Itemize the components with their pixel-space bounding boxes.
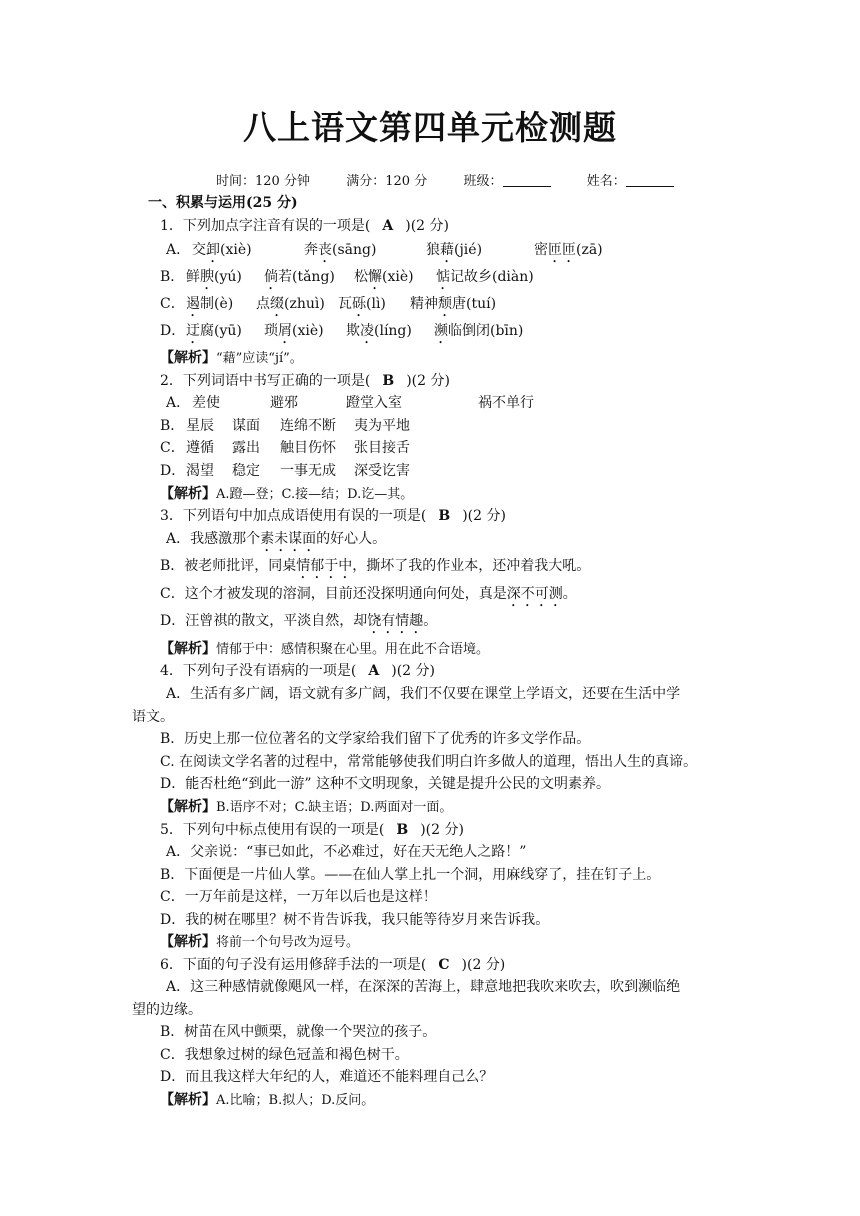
q6-option-a: A．这三种感情就像飓风一样，在深深的苦海上，肆意地把我吹来吹去，吹到濒临绝 [166, 979, 681, 995]
q6-answer: C [438, 957, 450, 973]
page-title: 八上语文第四单元检测题 [243, 108, 617, 147]
exam-info [216, 172, 674, 192]
class-label: 班级： [463, 174, 503, 189]
q3-option-d: D．汪曾祺的散文，平淡自然，却饶有情趣。 [160, 613, 438, 629]
q5-option-c: C．一万年前是这样，一万年以后也是这样！ [160, 889, 437, 905]
q5-stem: 5．下列句中标点使用有误的一项是( B )(2 分) [160, 822, 464, 838]
section-heading: 一、积累与运用(25 分) [148, 195, 298, 211]
q3-option-c: C．这个才被发现的溶洞，目前还没探明通向何处，真是深不可测。 [160, 586, 577, 602]
q2-analysis: 【解析】A.蹬—登；C.接—结；D.讫—其。 [160, 486, 414, 502]
q6-option-b: B．树苗在风中颤栗，就像一个哭泣的孩子。 [160, 1024, 437, 1040]
q4-stem: 4．下列句子没有语病的一项是( A )(2 分) [160, 663, 435, 679]
q1-stem: 1．下列加点字注音有误的一项是( A )(2 分) [160, 218, 449, 234]
q4-option-b: B．历史上那一位位著名的文学家给我们留下了优秀的许多文学作品。 [160, 731, 591, 747]
q6-option-a-cont: 望的边缘。 [132, 1002, 202, 1018]
q4-option-a-cont: 语文。 [132, 709, 174, 725]
q2-answer: B [382, 373, 395, 389]
q4-option-d: D．能否杜绝“到此一游” 这种不文明现象，关键是提升公民的文明素养。 [160, 776, 610, 792]
q1-answer: A [382, 218, 394, 234]
q2-stem: 2．下列词语中书写正确的一项是( B )(2 分) [160, 373, 450, 389]
time-label: 时间： [216, 174, 256, 189]
q4-answer: A [368, 663, 380, 679]
q6-stem: 6．下面的句子没有运用修辞手法的一项是( C )(2 分) [160, 957, 506, 973]
q5-answer: B [396, 822, 409, 838]
q3-stem: 3．下列语句中加点成语使用有误的一项是( B )(2 分) [160, 508, 506, 524]
time-value: 120 分钟 [255, 174, 310, 189]
q6-option-c: C．我想象过树的绿色冠盖和褐色树干。 [160, 1047, 409, 1063]
q6-option-d: D．而且我这样大年纪的人，难道还不能料理自己么？ [160, 1069, 494, 1085]
q5-analysis: 【解析】将前一个句号改为逗号。 [160, 934, 360, 950]
q4-option-a: A．生活有多广阔，语文就有多广阔，我们不仅要在课堂上学语文，还要在生活中学 [166, 686, 681, 702]
q6-analysis: 【解析】A.比喻；B.拟人；D.反问。 [160, 1092, 375, 1108]
q3-analysis: 【解析】情郁于中：感情积聚在心里。用在此不合语境。 [160, 641, 490, 657]
name-label: 姓名： [586, 174, 626, 189]
full-score-label: 满分： [346, 174, 386, 189]
class-blank [503, 174, 551, 187]
q3-option-a: A．我感激那个素未谋面的好心人。 [166, 531, 387, 547]
name-blank [626, 174, 674, 187]
q4-analysis: 【解析】B.语序不对；C.缺主语；D.两面对一面。 [160, 799, 453, 815]
q5-option-d: D．我的树在哪里？树不肯告诉我，我只能等待岁月来告诉我。 [160, 912, 550, 928]
q3-option-b: B．被老师批评，同桌情郁于中，撕坏了我的作业本，还冲着我大吼。 [160, 558, 591, 574]
q5-option-b: B．下面便是一片仙人掌。——在仙人掌上扎一个洞，用麻线穿了，挂在钉子上。 [160, 867, 661, 883]
full-score-value: 120 分 [385, 174, 428, 189]
q3-answer: B [438, 508, 451, 524]
q4-option-c: C. 在阅读文学名著的过程中，常常能够使我们明白许多做人的道理，悟出人生的真谛。 [160, 754, 698, 770]
q5-option-a: A．父亲说：“事已如此，不必难过，好在天无绝人之路！” [166, 844, 527, 860]
q1-analysis: 【解析】“藉”应读“jí”。 [160, 350, 303, 366]
